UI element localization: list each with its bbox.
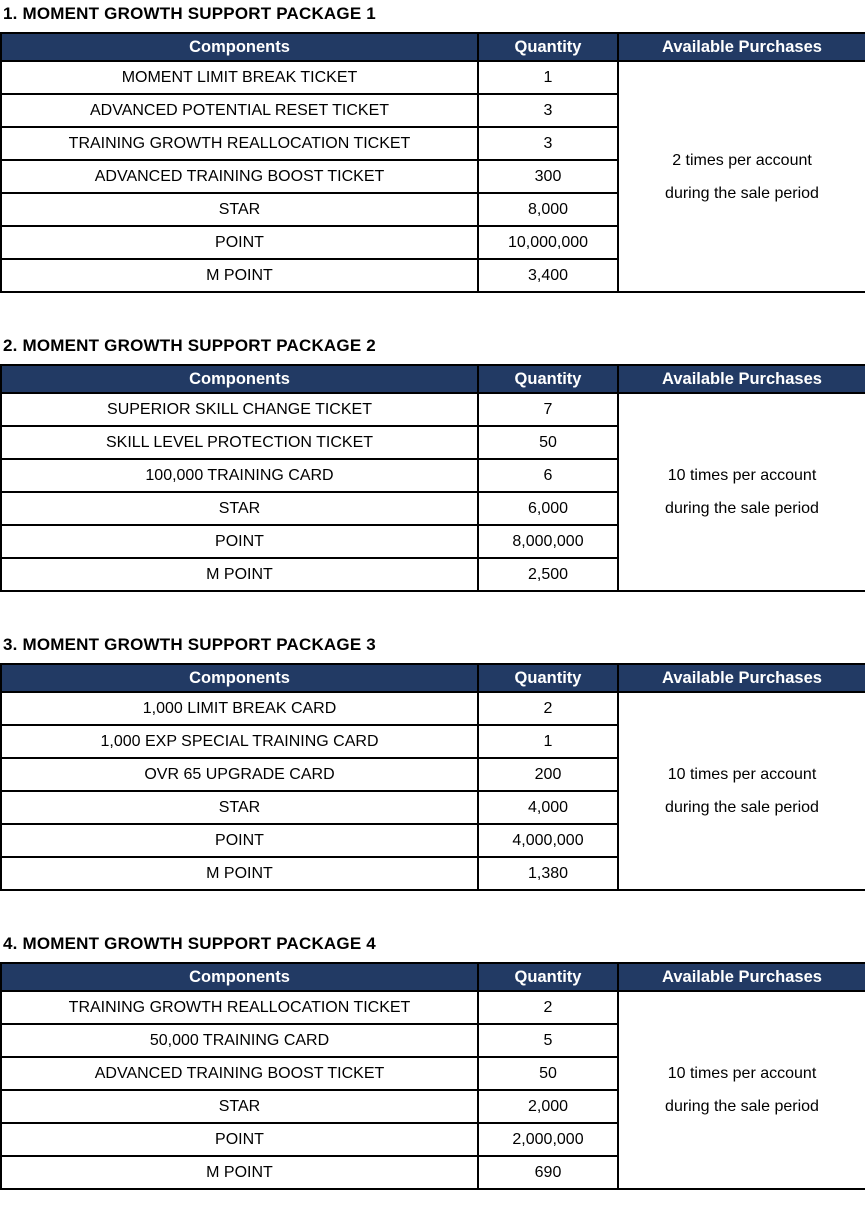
component-cell: M POINT [1,1156,478,1189]
column-header-available-purchases: Available Purchases [618,963,865,991]
package-title: 2. MOMENT GROWTH SUPPORT PACKAGE 2 [3,336,376,355]
quantity-cell: 7 [478,393,618,426]
table-row [1,61,865,94]
component-cell: OVR 65 UPGRADE CARD [1,758,478,791]
component-cell: ADVANCED TRAINING BOOST TICKET [1,160,478,193]
quantity-cell: 10,000,000 [478,226,618,259]
quantity-cell: 2 [478,991,618,1024]
component-cell: STAR [1,1090,478,1123]
component-cell: SKILL LEVEL PROTECTION TICKET [1,426,478,459]
available-purchases-line: 10 times per account [667,467,817,484]
table-row [1,393,865,426]
available-purchases-line: during the sale period [665,799,819,816]
component-cell: POINT [1,1123,478,1156]
component-cell: 100,000 TRAINING CARD [1,459,478,492]
quantity-cell: 1,380 [478,857,618,890]
available-purchases-line: 10 times per account [667,1065,817,1082]
quantity-cell: 6 [478,459,618,492]
quantity-cell: 2,500 [478,558,618,591]
header-row [1,963,865,991]
quantity-cell: 200 [478,758,618,791]
table-row [1,991,865,1024]
header-row [1,365,865,393]
quantity-cell: 4,000,000 [478,824,618,857]
header-row [1,664,865,692]
column-header-components: Components [1,365,478,393]
component-cell: TRAINING GROWTH REALLOCATION TICKET [1,991,478,1024]
available-purchases-cell [618,393,865,591]
column-header-available-purchases: Available Purchases [618,664,865,692]
quantity-cell: 1 [478,725,618,758]
package-1-section [0,4,865,293]
component-cell: STAR [1,193,478,226]
header-row [1,33,865,61]
quantity-cell: 3,400 [478,259,618,292]
quantity-cell: 3 [478,94,618,127]
column-header-available-purchases: Available Purchases [618,365,865,393]
component-cell: TRAINING GROWTH REALLOCATION TICKET [1,127,478,160]
quantity-cell: 300 [478,160,618,193]
component-cell: 1,000 LIMIT BREAK CARD [1,692,478,725]
package-3-section [0,635,865,891]
column-header-available-purchases: Available Purchases [618,33,865,61]
package-title: 1. MOMENT GROWTH SUPPORT PACKAGE 1 [3,4,376,23]
column-header-components: Components [1,963,478,991]
package-2-section [0,336,865,592]
component-cell: POINT [1,226,478,259]
component-cell: M POINT [1,558,478,591]
component-cell: 1,000 EXP SPECIAL TRAINING CARD [1,725,478,758]
notice-content [0,4,865,1190]
available-purchases-cell [618,61,865,292]
package-table [0,364,865,592]
available-purchases-line: 2 times per account [672,151,812,169]
package-table [0,962,865,1190]
column-header-components: Components [1,664,478,692]
quantity-cell: 50 [478,1057,618,1090]
quantity-cell: 690 [478,1156,618,1189]
column-header-components: Components [1,33,478,61]
available-purchases-cell [618,991,865,1189]
quantity-cell: 8,000 [478,193,618,226]
package-4-section [0,934,865,1190]
package-title: 4. MOMENT GROWTH SUPPORT PACKAGE 4 [3,934,376,953]
column-header-quantity: Quantity [478,33,618,61]
quantity-cell: 4,000 [478,791,618,824]
available-purchases-cell [618,692,865,890]
quantity-cell: 3 [478,127,618,160]
component-cell: STAR [1,791,478,824]
component-cell: POINT [1,824,478,857]
component-cell: STAR [1,492,478,525]
quantity-cell: 6,000 [478,492,618,525]
package-table [0,32,865,293]
quantity-cell: 2,000 [478,1090,618,1123]
component-cell: M POINT [1,857,478,890]
quantity-cell: 1 [478,61,618,94]
package-table [0,663,865,891]
available-purchases-line: during the sale period [665,1098,819,1115]
quantity-cell: 5 [478,1024,618,1057]
column-header-quantity: Quantity [478,664,618,692]
quantity-cell: 8,000,000 [478,525,618,558]
column-header-quantity: Quantity [478,963,618,991]
available-purchases-line: during the sale period [665,500,819,517]
quantity-cell: 2,000,000 [478,1123,618,1156]
available-purchases-line: during the sale period [665,184,819,202]
package-title: 3. MOMENT GROWTH SUPPORT PACKAGE 3 [3,635,376,654]
component-cell: ADVANCED TRAINING BOOST TICKET [1,1057,478,1090]
component-cell: ADVANCED POTENTIAL RESET TICKET [1,94,478,127]
component-cell: SUPERIOR SKILL CHANGE TICKET [1,393,478,426]
component-cell: 50,000 TRAINING CARD [1,1024,478,1057]
component-cell: M POINT [1,259,478,292]
quantity-cell: 2 [478,692,618,725]
column-header-quantity: Quantity [478,365,618,393]
component-cell: MOMENT LIMIT BREAK TICKET [1,61,478,94]
table-row [1,692,865,725]
quantity-cell: 50 [478,426,618,459]
component-cell: POINT [1,525,478,558]
available-purchases-line: 10 times per account [667,766,817,783]
